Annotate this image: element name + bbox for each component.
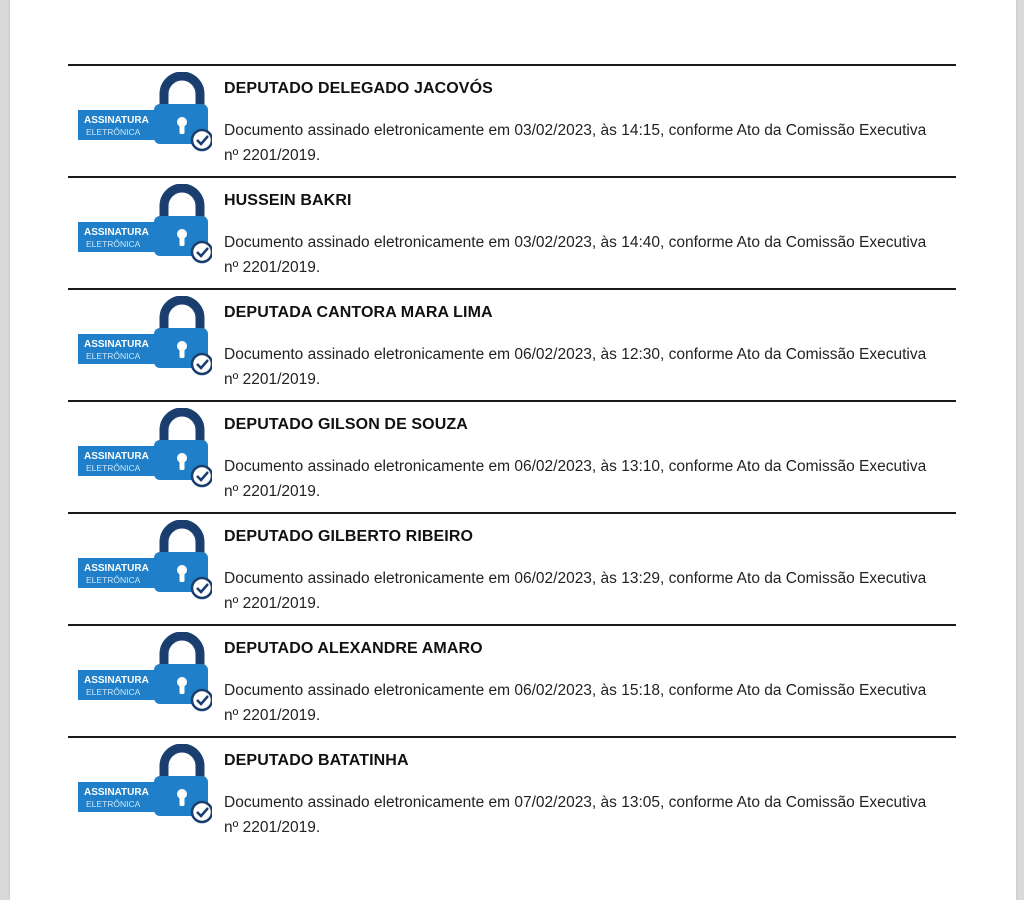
electronic-signature-lock-icon	[78, 408, 212, 488]
signature-description: Documento assinado eletronicamente em 06/02/2023, às 13:29, conforme Ato da Comissão Executiva nº 2201/2019.	[224, 570, 927, 612]
electronic-signature-lock-icon	[78, 72, 212, 152]
signature-entry	[68, 64, 956, 176]
signer-name: HUSSEIN BAKRI	[224, 192, 352, 209]
signer-name: DEPUTADO ALEXANDRE AMARO	[224, 640, 483, 657]
signature-entry	[68, 624, 956, 736]
svg-text:ELETRÔNICA: ELETRÔNICA	[86, 127, 141, 137]
electronic-signature-lock-icon	[78, 184, 212, 264]
svg-text:ELETRÔNICA: ELETRÔNICA	[86, 351, 141, 361]
signature-description: Documento assinado eletronicamente em 07/02/2023, às 13:05, conforme Ato da Comissão Executiva nº 2201/2019.	[224, 794, 927, 836]
signature-description: Documento assinado eletronicamente em 06/02/2023, às 13:10, conforme Ato da Comissão Executiva nº 2201/2019.	[224, 458, 927, 500]
signer-name: DEPUTADO BATATINHA	[224, 752, 409, 769]
svg-text:ASSINATURA: ASSINATURA	[84, 787, 149, 798]
signature-description: Documento assinado eletronicamente em 03/02/2023, às 14:15, conforme Ato da Comissão Executiva nº 2201/2019.	[224, 122, 927, 164]
signature-description: Documento assinado eletronicamente em 06/02/2023, às 12:30, conforme Ato da Comissão Executiva nº 2201/2019.	[224, 346, 927, 388]
signature-entry	[68, 512, 956, 624]
signature-description: Documento assinado eletronicamente em 06/02/2023, às 15:18, conforme Ato da Comissão Executiva nº 2201/2019.	[224, 682, 927, 724]
svg-text:ELETRÔNICA: ELETRÔNICA	[86, 799, 141, 809]
signature-entry	[68, 176, 956, 288]
signer-name: DEPUTADO GILBERTO RIBEIRO	[224, 528, 474, 545]
svg-text:ASSINATURA: ASSINATURA	[84, 115, 149, 126]
svg-text:ELETRÔNICA: ELETRÔNICA	[86, 463, 141, 473]
svg-text:ELETRÔNICA: ELETRÔNICA	[86, 687, 141, 697]
electronic-signature-lock-icon	[78, 520, 212, 600]
signature-description: Documento assinado eletronicamente em 03/02/2023, às 14:40, conforme Ato da Comissão Executiva nº 2201/2019.	[224, 234, 927, 276]
signer-name: DEPUTADO GILSON DE SOUZA	[224, 416, 468, 433]
svg-text:ASSINATURA: ASSINATURA	[84, 227, 149, 238]
electronic-signature-lock-icon	[78, 632, 212, 712]
svg-text:ASSINATURA: ASSINATURA	[84, 451, 149, 462]
signature-entry	[68, 400, 956, 512]
electronic-signature-lock-icon	[78, 296, 212, 376]
signer-name: DEPUTADO DELEGADO JACOVÓS	[224, 80, 493, 97]
electronic-signature-lock-icon	[78, 744, 212, 824]
svg-text:ASSINATURA: ASSINATURA	[84, 339, 149, 350]
signature-entry	[68, 288, 956, 400]
signature-entry	[68, 736, 956, 848]
signature-list	[68, 64, 956, 848]
svg-text:ELETRÔNICA: ELETRÔNICA	[86, 239, 141, 249]
document-page	[10, 0, 1016, 900]
svg-text:ASSINATURA: ASSINATURA	[84, 563, 149, 574]
svg-text:ASSINATURA: ASSINATURA	[84, 675, 149, 686]
signer-name: DEPUTADA CANTORA MARA LIMA	[224, 304, 493, 321]
svg-text:ELETRÔNICA: ELETRÔNICA	[86, 575, 141, 585]
